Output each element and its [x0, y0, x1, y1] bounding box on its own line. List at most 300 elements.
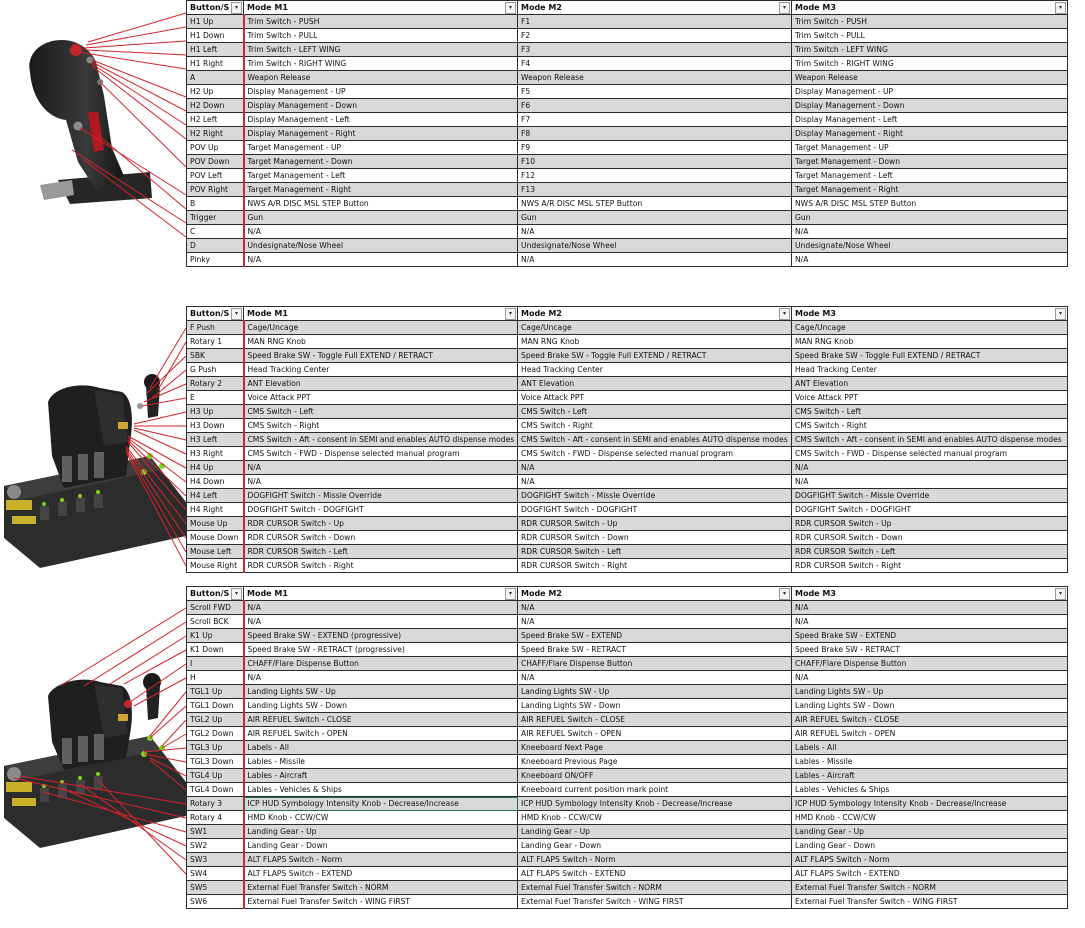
cell-button[interactable]: Rotary 2: [187, 377, 244, 391]
cell-mode-m1[interactable]: Landing Gear - Up: [244, 825, 518, 839]
table-row: [187, 211, 1068, 225]
cell-mode-m3[interactable]: Lables - Missile: [792, 755, 1068, 769]
cell-mode-m2[interactable]: N/A: [518, 475, 792, 489]
col-header-mode-m1[interactable]: Mode M1 ▾: [244, 307, 518, 321]
cell-mode-m2[interactable]: CMS Switch - FWD - Dispense selected manual program: [518, 447, 792, 461]
cell-mode-m2[interactable]: AIR REFUEL Switch - CLOSE: [518, 713, 792, 727]
filter-dropdown-icon[interactable]: ▾: [779, 2, 790, 14]
cell-mode-m3[interactable]: RDR CURSOR Switch - Right: [792, 559, 1068, 573]
cell-mode-m1[interactable]: CMS Switch - Right: [244, 419, 518, 433]
cell-button[interactable]: H3 Left: [187, 433, 244, 447]
cell-mode-m1[interactable]: RDR CURSOR Switch - Left: [244, 545, 518, 559]
cell-mode-m2[interactable]: RDR CURSOR Switch - Up: [518, 517, 792, 531]
cell-mode-m1[interactable]: Display Management - UP: [244, 85, 518, 99]
cell-mode-m3[interactable]: Trim Switch - PUSH: [792, 15, 1068, 29]
cell-mode-m2[interactable]: F2: [518, 29, 792, 43]
cell-button[interactable]: TGL4 Down: [187, 783, 244, 797]
cell-button[interactable]: TGL3 Down: [187, 755, 244, 769]
table-row: [187, 57, 1068, 71]
cell-mode-m2[interactable]: F1: [518, 15, 792, 29]
cell-mode-m1[interactable]: DOGFIGHT Switch - Missle Override: [244, 489, 518, 503]
cell-mode-m2[interactable]: N/A: [518, 461, 792, 475]
cell-button[interactable]: H1 Down: [187, 29, 244, 43]
cell-button[interactable]: Scroll BCK: [187, 615, 244, 629]
cell-mode-m2[interactable]: F5: [518, 85, 792, 99]
cell-mode-m3[interactable]: RDR CURSOR Switch - Left: [792, 545, 1068, 559]
cell-mode-m2[interactable]: CMS Switch - Right: [518, 419, 792, 433]
joystick-table: [186, 0, 1068, 267]
col-header-mode-m2[interactable]: Mode M2 ▾: [518, 307, 792, 321]
cell-mode-m3[interactable]: Trim Switch - RIGHT WING: [792, 57, 1068, 71]
cell-mode-m1[interactable]: ALT FLAPS Switch - Norm: [244, 853, 518, 867]
cell-mode-m3[interactable]: N/A: [792, 461, 1068, 475]
cell-mode-m2[interactable]: Speed Brake SW - Toggle Full EXTEND / RETRACT: [518, 349, 792, 363]
cell-mode-m3[interactable]: External Fuel Transfer Switch - WING FIRST: [792, 895, 1068, 909]
cell-button[interactable]: TGL2 Down: [187, 727, 244, 741]
throttle-table-1: [186, 306, 1068, 573]
cell-mode-m1[interactable]: Landing Gear - Down: [244, 839, 518, 853]
table-row: [187, 447, 1068, 461]
cell-mode-m3[interactable]: N/A: [792, 475, 1068, 489]
cell-mode-m3[interactable]: Landing Lights SW - Up: [792, 685, 1068, 699]
cell-mode-m3[interactable]: Trim Switch - PULL: [792, 29, 1068, 43]
cell-mode-m1[interactable]: Undesignate/Nose Wheel: [244, 239, 518, 253]
cell-mode-m1[interactable]: ICP HUD Symbology Intensity Knob - Decrease/Increase: [244, 797, 518, 811]
cell-mode-m1[interactable]: Trim Switch - PUSH: [244, 15, 518, 29]
cell-button[interactable]: SW4: [187, 867, 244, 881]
cell-button[interactable]: H4 Right: [187, 503, 244, 517]
cell-mode-m1[interactable]: CMS Switch - Aft - consent in SEMI and enables AUTO dispense modes: [244, 433, 518, 447]
cell-mode-m3[interactable]: RDR CURSOR Switch - Down: [792, 531, 1068, 545]
cell-button[interactable]: TGL1 Down: [187, 699, 244, 713]
cell-button[interactable]: H3 Up: [187, 405, 244, 419]
cell-button[interactable]: H4 Down: [187, 475, 244, 489]
col-header-mode-m1[interactable]: Mode M1 ▾: [244, 1, 518, 15]
cell-mode-m3[interactable]: Display Management - Left: [792, 113, 1068, 127]
cell-mode-m1[interactable]: RDR CURSOR Switch - Up: [244, 517, 518, 531]
cell-mode-m1[interactable]: Lables - Missile: [244, 755, 518, 769]
cell-button[interactable]: TGL1 Up: [187, 685, 244, 699]
cell-button[interactable]: H: [187, 671, 244, 685]
cell-mode-m2[interactable]: N/A: [518, 615, 792, 629]
table-row: [187, 419, 1068, 433]
cell-mode-m1[interactable]: RDR CURSOR Switch - Right: [244, 559, 518, 573]
cell-mode-m3[interactable]: Target Management - UP: [792, 141, 1068, 155]
cell-mode-m2[interactable]: AIR REFUEL Switch - OPEN: [518, 727, 792, 741]
cell-mode-m3[interactable]: Lables - Vehicles & Ships: [792, 783, 1068, 797]
cell-mode-m2[interactable]: Kneeboard Next Page: [518, 741, 792, 755]
cell-mode-m3[interactable]: CMS Switch - FWD - Dispense selected manual program: [792, 447, 1068, 461]
table-row: [187, 867, 1068, 881]
table-row: [187, 559, 1068, 573]
table-row: [187, 545, 1068, 559]
cell-mode-m3[interactable]: N/A: [792, 601, 1068, 615]
cell-mode-m2[interactable]: DOGFIGHT Switch - Missle Override: [518, 489, 792, 503]
cell-button[interactable]: H3 Down: [187, 419, 244, 433]
table-row: [187, 127, 1068, 141]
cell-mode-m2[interactable]: F8: [518, 127, 792, 141]
filter-dropdown-icon[interactable]: ▾: [505, 2, 516, 14]
cell-mode-m3[interactable]: N/A: [792, 253, 1068, 267]
cell-mode-m2[interactable]: N/A: [518, 671, 792, 685]
cell-button[interactable]: Rotary 4: [187, 811, 244, 825]
cell-mode-m1[interactable]: Trim Switch - PULL: [244, 29, 518, 43]
cell-mode-m1[interactable]: External Fuel Transfer Switch - WING FIRST: [244, 895, 518, 909]
cell-mode-m3[interactable]: Gun: [792, 211, 1068, 225]
table-row: [187, 755, 1068, 769]
throttle-image-1: [0, 306, 186, 576]
cell-mode-m1[interactable]: External Fuel Transfer Switch - NORM: [244, 881, 518, 895]
cell-mode-m2[interactable]: Landing Lights SW - Down: [518, 699, 792, 713]
cell-button[interactable]: H1 Up: [187, 15, 244, 29]
cell-mode-m2[interactable]: ICP HUD Symbology Intensity Knob - Decrease/Increase: [518, 797, 792, 811]
cell-mode-m3[interactable]: Display Management - UP: [792, 85, 1068, 99]
throttle-panel-1: [0, 306, 1085, 576]
cell-mode-m1[interactable]: ALT FLAPS Switch - EXTEND: [244, 867, 518, 881]
cell-mode-m2[interactable]: MAN RNG Knob: [518, 335, 792, 349]
cell-button[interactable]: POV Left: [187, 169, 244, 183]
cell-button[interactable]: Rotary 3: [187, 797, 244, 811]
cell-mode-m1[interactable]: Target Management - Right: [244, 183, 518, 197]
cell-mode-m2[interactable]: RDR CURSOR Switch - Down: [518, 531, 792, 545]
cell-mode-m2[interactable]: Landing Gear - Up: [518, 825, 792, 839]
cell-mode-m3[interactable]: DOGFIGHT Switch - Missle Override: [792, 489, 1068, 503]
cell-mode-m3[interactable]: Voice Attack PPT: [792, 391, 1068, 405]
cell-button[interactable]: Trigger: [187, 211, 244, 225]
col-header-button[interactable]: Button/S ▾: [187, 307, 244, 321]
cell-mode-m1[interactable]: Gun: [244, 211, 518, 225]
cell-button[interactable]: Mouse Down: [187, 531, 244, 545]
cell-mode-m3[interactable]: HMD Knob - CCW/CW: [792, 811, 1068, 825]
cell-mode-m3[interactable]: ICP HUD Symbology Intensity Knob - Decrease/Increase: [792, 797, 1068, 811]
cell-mode-m3[interactable]: MAN RNG Knob: [792, 335, 1068, 349]
cell-mode-m1[interactable]: N/A: [244, 671, 518, 685]
cell-mode-m2[interactable]: F4: [518, 57, 792, 71]
cell-mode-m1[interactable]: N/A: [244, 615, 518, 629]
table-row: [187, 253, 1068, 267]
col-header-button[interactable]: Button/S ▾: [187, 587, 244, 601]
cell-button[interactable]: SW2: [187, 839, 244, 853]
cell-mode-m3[interactable]: Display Management - Down: [792, 99, 1068, 113]
cell-mode-m2[interactable]: Voice Attack PPT: [518, 391, 792, 405]
cell-mode-m1[interactable]: Landing Lights SW - Down: [244, 699, 518, 713]
filter-dropdown-icon[interactable]: ▾: [1055, 308, 1066, 320]
cell-mode-m1[interactable]: N/A: [244, 225, 518, 239]
cell-mode-m1[interactable]: Weapon Release: [244, 71, 518, 85]
cell-button[interactable]: E: [187, 391, 244, 405]
filter-dropdown-icon[interactable]: ▾: [505, 308, 516, 320]
col-header-button[interactable]: Button/S ▾: [187, 1, 244, 15]
cell-mode-m2[interactable]: NWS A/R DISC MSL STEP Button: [518, 197, 792, 211]
cell-button[interactable]: K1 Up: [187, 629, 244, 643]
table-row: [187, 29, 1068, 43]
cell-mode-m3[interactable]: Speed Brake SW - Toggle Full EXTEND / RETRACT: [792, 349, 1068, 363]
cell-mode-m2[interactable]: Kneeboard current position mark point: [518, 783, 792, 797]
cell-mode-m2[interactable]: F9: [518, 141, 792, 155]
cell-mode-m1[interactable]: Lables - Aircraft: [244, 769, 518, 783]
cell-mode-m1[interactable]: Trim Switch - LEFT WING: [244, 43, 518, 57]
cell-mode-m2[interactable]: F10: [518, 155, 792, 169]
cell-button[interactable]: H3 Right: [187, 447, 244, 461]
cell-button[interactable]: G Push: [187, 363, 244, 377]
filter-dropdown-icon[interactable]: ▾: [231, 2, 242, 14]
cell-mode-m3[interactable]: ALT FLAPS Switch - Norm: [792, 853, 1068, 867]
cell-mode-m2[interactable]: Cage/Uncage: [518, 321, 792, 335]
cell-mode-m2[interactable]: Kneeboard Previous Page: [518, 755, 792, 769]
filter-dropdown-icon[interactable]: ▾: [505, 588, 516, 600]
cell-mode-m3[interactable]: Target Management - Right: [792, 183, 1068, 197]
cell-button[interactable]: C: [187, 225, 244, 239]
cell-mode-m2[interactable]: Head Tracking Center: [518, 363, 792, 377]
table-row: [187, 811, 1068, 825]
cell-button[interactable]: D: [187, 239, 244, 253]
cell-mode-m2[interactable]: DOGFIGHT Switch - DOGFIGHT: [518, 503, 792, 517]
joystick-image: [0, 0, 186, 266]
table-row: [187, 461, 1068, 475]
cell-mode-m1[interactable]: CHAFF/Flare Dispense Button: [244, 657, 518, 671]
throttle-image-2: [0, 586, 186, 912]
filter-dropdown-icon[interactable]: ▾: [779, 588, 790, 600]
table-row: [187, 853, 1068, 867]
cell-mode-m3[interactable]: Target Management - Left: [792, 169, 1068, 183]
cell-mode-m3[interactable]: CMS Switch - Aft - consent in SEMI and enables AUTO dispense modes: [792, 433, 1068, 447]
col-header-mode-m3[interactable]: Mode M3 ▾: [792, 587, 1068, 601]
cell-mode-m1[interactable]: Head Tracking Center: [244, 363, 518, 377]
cell-button[interactable]: Rotary 1: [187, 335, 244, 349]
cell-mode-m2[interactable]: ANT Elevation: [518, 377, 792, 391]
cell-mode-m2[interactable]: CHAFF/Flare Dispense Button: [518, 657, 792, 671]
cell-mode-m1[interactable]: RDR CURSOR Switch - Down: [244, 531, 518, 545]
cell-mode-m2[interactable]: External Fuel Transfer Switch - WING FIRST: [518, 895, 792, 909]
table-body: [187, 15, 1068, 267]
table-row: [187, 225, 1068, 239]
table-row: [187, 391, 1068, 405]
cell-mode-m1[interactable]: Target Management - Down: [244, 155, 518, 169]
table-row: [187, 363, 1068, 377]
cell-button[interactable]: POV Right: [187, 183, 244, 197]
cell-mode-m2[interactable]: Gun: [518, 211, 792, 225]
cell-mode-m2[interactable]: F3: [518, 43, 792, 57]
cell-mode-m3[interactable]: DOGFIGHT Switch - DOGFIGHT: [792, 503, 1068, 517]
cell-mode-m1[interactable]: Display Management - Left: [244, 113, 518, 127]
cell-button[interactable]: SW5: [187, 881, 244, 895]
col-header-mode-m1[interactable]: Mode M1 ▾: [244, 587, 518, 601]
header-row: [187, 1, 1068, 15]
table-row: [187, 321, 1068, 335]
cell-button[interactable]: TGL3 Up: [187, 741, 244, 755]
table-row: [187, 657, 1068, 671]
filter-dropdown-icon[interactable]: ▾: [231, 588, 242, 600]
cell-mode-m2[interactable]: Undesignate/Nose Wheel: [518, 239, 792, 253]
cell-mode-m1[interactable]: CMS Switch - Left: [244, 405, 518, 419]
filter-dropdown-icon[interactable]: ▾: [231, 308, 242, 320]
cell-button[interactable]: TGL2 Up: [187, 713, 244, 727]
cell-mode-m1[interactable]: Labels - All: [244, 741, 518, 755]
col-header-mode-m2[interactable]: Mode M2 ▾: [518, 587, 792, 601]
cell-button[interactable]: Mouse Up: [187, 517, 244, 531]
cell-mode-m1[interactable]: Speed Brake SW - RETRACT (progressive): [244, 643, 518, 657]
cell-mode-m2[interactable]: CMS Switch - Aft - consent in SEMI and enables AUTO dispense modes: [518, 433, 792, 447]
cell-mode-m2[interactable]: Weapon Release: [518, 71, 792, 85]
cell-mode-m2[interactable]: N/A: [518, 225, 792, 239]
cell-mode-m1[interactable]: ANT Elevation: [244, 377, 518, 391]
cell-mode-m1[interactable]: Speed Brake SW - Toggle Full EXTEND / RETRACT: [244, 349, 518, 363]
cell-button[interactable]: H1 Left: [187, 43, 244, 57]
cell-mode-m2[interactable]: N/A: [518, 253, 792, 267]
cell-mode-m1[interactable]: Voice Attack PPT: [244, 391, 518, 405]
cell-button[interactable]: A: [187, 71, 244, 85]
cell-mode-m1[interactable]: Trim Switch - RIGHT WING: [244, 57, 518, 71]
cell-mode-m3[interactable]: AIR REFUEL Switch - OPEN: [792, 727, 1068, 741]
cell-mode-m3[interactable]: CMS Switch - Right: [792, 419, 1068, 433]
throttle-table-2: [186, 586, 1068, 909]
cell-mode-m1[interactable]: Lables - Vehicles & Ships: [244, 783, 518, 797]
cell-button[interactable]: TGL4 Up: [187, 769, 244, 783]
cell-mode-m2[interactable]: RDR CURSOR Switch - Left: [518, 545, 792, 559]
cell-button[interactable]: H2 Left: [187, 113, 244, 127]
cell-mode-m3[interactable]: AIR REFUEL Switch - CLOSE: [792, 713, 1068, 727]
cell-mode-m2[interactable]: HMD Knob - CCW/CW: [518, 811, 792, 825]
cell-mode-m1[interactable]: AIR REFUEL Switch - OPEN: [244, 727, 518, 741]
cell-button[interactable]: H1 Right: [187, 57, 244, 71]
cell-mode-m2[interactable]: ALT FLAPS Switch - Norm: [518, 853, 792, 867]
cell-mode-m1[interactable]: DOGFIGHT Switch - DOGFIGHT: [244, 503, 518, 517]
cell-mode-m3[interactable]: ALT FLAPS Switch - EXTEND: [792, 867, 1068, 881]
cell-mode-m1[interactable]: N/A: [244, 253, 518, 267]
cell-button[interactable]: SBK: [187, 349, 244, 363]
cell-mode-m2[interactable]: Speed Brake SW - RETRACT: [518, 643, 792, 657]
cell-button[interactable]: Mouse Left: [187, 545, 244, 559]
cell-mode-m1[interactable]: Display Management - Down: [244, 99, 518, 113]
cell-button[interactable]: H2 Down: [187, 99, 244, 113]
table-row: [187, 113, 1068, 127]
cell-mode-m3[interactable]: Lables - Aircraft: [792, 769, 1068, 783]
cell-mode-m2[interactable]: Landing Gear - Down: [518, 839, 792, 853]
cell-mode-m3[interactable]: RDR CURSOR Switch - Up: [792, 517, 1068, 531]
table-row: [187, 377, 1068, 391]
cell-mode-m3[interactable]: CMS Switch - Left: [792, 405, 1068, 419]
cell-mode-m2[interactable]: CMS Switch - Left: [518, 405, 792, 419]
cell-mode-m1[interactable]: Target Management - Left: [244, 169, 518, 183]
cell-button[interactable]: H2 Right: [187, 127, 244, 141]
cell-mode-m3[interactable]: Landing Gear - Up: [792, 825, 1068, 839]
cell-mode-m3[interactable]: Cage/Uncage: [792, 321, 1068, 335]
table-row: [187, 881, 1068, 895]
table-row: [187, 741, 1068, 755]
cell-mode-m2[interactable]: Landing Lights SW - Up: [518, 685, 792, 699]
cell-button[interactable]: SW3: [187, 853, 244, 867]
cell-mode-m3[interactable]: Landing Gear - Down: [792, 839, 1068, 853]
cell-mode-m2[interactable]: Kneeboard ON/OFF: [518, 769, 792, 783]
cell-mode-m1[interactable]: AIR REFUEL Switch - CLOSE: [244, 713, 518, 727]
cell-mode-m3[interactable]: Landing Lights SW - Down: [792, 699, 1068, 713]
col-header-mode-m3[interactable]: Mode M3 ▾: [792, 307, 1068, 321]
filter-dropdown-icon[interactable]: ▾: [1055, 588, 1066, 600]
cell-button[interactable]: Scroll FWD: [187, 601, 244, 615]
cell-mode-m3[interactable]: CHAFF/Flare Dispense Button: [792, 657, 1068, 671]
cell-mode-m1[interactable]: CMS Switch - FWD - Dispense selected manual program: [244, 447, 518, 461]
table-row: [187, 99, 1068, 113]
table-row: [187, 671, 1068, 685]
cell-button[interactable]: B: [187, 197, 244, 211]
cell-button[interactable]: I: [187, 657, 244, 671]
cell-mode-m1[interactable]: N/A: [244, 475, 518, 489]
cell-button[interactable]: H4 Left: [187, 489, 244, 503]
cell-button[interactable]: POV Up: [187, 141, 244, 155]
cell-mode-m3[interactable]: Weapon Release: [792, 71, 1068, 85]
cell-mode-m1[interactable]: Target Management - UP: [244, 141, 518, 155]
table-row: [187, 239, 1068, 253]
cell-mode-m2[interactable]: Speed Brake SW - EXTEND: [518, 629, 792, 643]
cell-mode-m2[interactable]: F7: [518, 113, 792, 127]
cell-mode-m2[interactable]: F12: [518, 169, 792, 183]
cell-mode-m1[interactable]: Speed Brake SW - EXTEND (progressive): [244, 629, 518, 643]
cell-mode-m3[interactable]: Display Management - Right: [792, 127, 1068, 141]
cell-mode-m2[interactable]: RDR CURSOR Switch - Right: [518, 559, 792, 573]
cell-mode-m2[interactable]: External Fuel Transfer Switch - NORM: [518, 881, 792, 895]
table-row: [187, 349, 1068, 363]
cell-mode-m3[interactable]: ANT Elevation: [792, 377, 1068, 391]
col-header-mode-m2[interactable]: Mode M2 ▾: [518, 1, 792, 15]
table-body: [187, 321, 1068, 573]
cell-mode-m3[interactable]: Trim Switch - LEFT WING: [792, 43, 1068, 57]
cell-mode-m1[interactable]: Landing Lights SW - Up: [244, 685, 518, 699]
cell-mode-m3[interactable]: Undesignate/Nose Wheel: [792, 239, 1068, 253]
cell-mode-m3[interactable]: N/A: [792, 225, 1068, 239]
cell-button[interactable]: K1 Down: [187, 643, 244, 657]
cell-button[interactable]: F Push: [187, 321, 244, 335]
cell-mode-m1[interactable]: Cage/Uncage: [244, 321, 518, 335]
table-row: [187, 405, 1068, 419]
cell-mode-m3[interactable]: N/A: [792, 671, 1068, 685]
cell-mode-m1[interactable]: Display Management - Right: [244, 127, 518, 141]
cell-mode-m2[interactable]: F13: [518, 183, 792, 197]
cell-button[interactable]: SW1: [187, 825, 244, 839]
table-row: [187, 155, 1068, 169]
col-header-mode-m3[interactable]: Mode M3 ▾: [792, 1, 1068, 15]
cell-mode-m3[interactable]: NWS A/R DISC MSL STEP Button: [792, 197, 1068, 211]
cell-button[interactable]: H4 Up: [187, 461, 244, 475]
cell-mode-m1[interactable]: N/A: [244, 601, 518, 615]
cell-mode-m2[interactable]: ALT FLAPS Switch - EXTEND: [518, 867, 792, 881]
cell-mode-m1[interactable]: N/A: [244, 461, 518, 475]
cell-mode-m3[interactable]: Head Tracking Center: [792, 363, 1068, 377]
table-row: [187, 183, 1068, 197]
cell-mode-m2[interactable]: N/A: [518, 601, 792, 615]
filter-dropdown-icon[interactable]: ▾: [1055, 2, 1066, 14]
table-row: [187, 517, 1068, 531]
table-row: [187, 475, 1068, 489]
cell-button[interactable]: H2 Up: [187, 85, 244, 99]
cell-mode-m2[interactable]: F6: [518, 99, 792, 113]
cell-mode-m3[interactable]: Labels - All: [792, 741, 1068, 755]
cell-button[interactable]: Pinky: [187, 253, 244, 267]
cell-mode-m1[interactable]: HMD Knob - CCW/CW: [244, 811, 518, 825]
cell-mode-m3[interactable]: External Fuel Transfer Switch - NORM: [792, 881, 1068, 895]
cell-button[interactable]: Mouse Right: [187, 559, 244, 573]
cell-mode-m3[interactable]: Speed Brake SW - RETRACT: [792, 643, 1068, 657]
cell-mode-m1[interactable]: MAN RNG Knob: [244, 335, 518, 349]
cell-mode-m3[interactable]: Target Management - Down: [792, 155, 1068, 169]
cell-mode-m3[interactable]: Speed Brake SW - EXTEND: [792, 629, 1068, 643]
cell-button[interactable]: POV Down: [187, 155, 244, 169]
cell-mode-m3[interactable]: N/A: [792, 615, 1068, 629]
table-row: [187, 699, 1068, 713]
table-row: [187, 895, 1068, 909]
cell-mode-m1[interactable]: NWS A/R DISC MSL STEP Button: [244, 197, 518, 211]
filter-dropdown-icon[interactable]: ▾: [779, 308, 790, 320]
cell-button[interactable]: SW6: [187, 895, 244, 909]
